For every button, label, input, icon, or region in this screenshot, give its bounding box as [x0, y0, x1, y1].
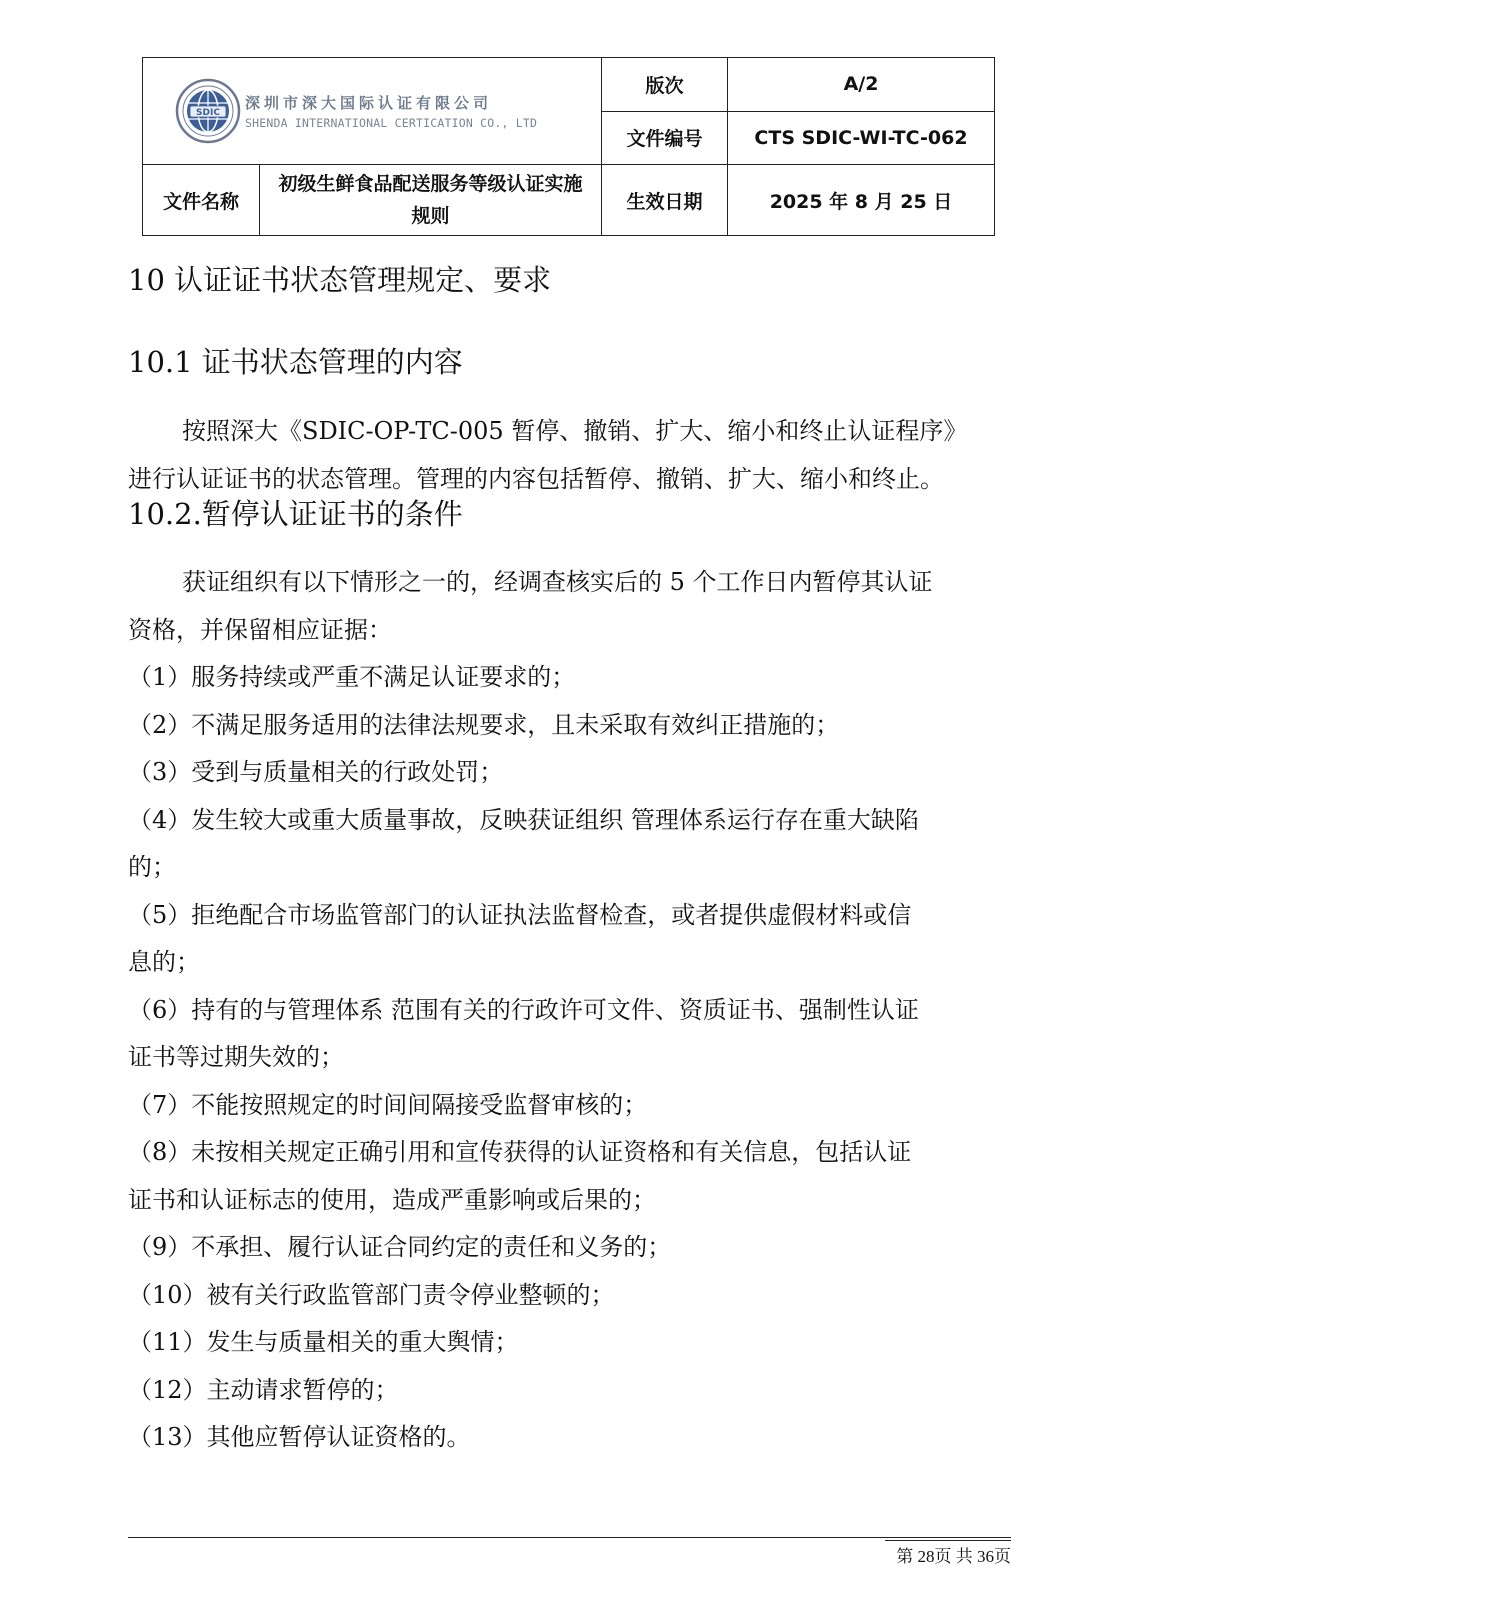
list-item-continued: 证书等过期失效的； [128, 1043, 344, 1071]
list-item: （3）受到与质量相关的行政处罚； [128, 758, 504, 786]
list-item: （12）主动请求暂停的； [128, 1375, 399, 1404]
list-item: （8）未按相关规定正确引用和宣传获得的认证资格和有关信息，包括认证 [128, 1138, 912, 1166]
company-name-cn: 深圳市深大国际认证有限公司 [245, 94, 493, 112]
file-name-label: 文件名称 [143, 165, 260, 236]
list-item: （2）不满足服务适用的法律法规要求，且未采取有效纠正措施的； [128, 710, 840, 739]
effective-date-value: 2025 年 8 月 25 日 [728, 165, 995, 236]
file-name-line-1: 初级生鲜食品配送服务等级认证实施 [278, 173, 583, 195]
body-line: 资格，并保留相应证据： [128, 615, 392, 644]
body-line: 按照深大《SDIC-OP-TC-005 暂停、撤销、扩大、缩小和终止认证程序》 [182, 417, 968, 445]
file-name-line-2: 规则 [411, 205, 450, 227]
logo-mark-text: SDIC [196, 108, 220, 118]
body-line: 进行认证证书的状态管理。管理的内容包括暂停、撤销、扩大、缩小和终止。 [128, 464, 944, 493]
list-item: （6）持有的与管理体系 范围有关的行政许可文件、资质证书、强制性认证 [128, 995, 919, 1024]
footer-divider-short [885, 1540, 1011, 1541]
list-item: （13）其他应暂停认证资格的。 [128, 1423, 471, 1451]
company-logo-cell [143, 58, 602, 165]
list-item-continued: 证书和认证标志的使用，造成严重影响或后果的； [128, 1185, 656, 1214]
subsection-title-10-1: 10.1 证书状态管理的内容 [128, 345, 463, 379]
body-line: 获证组织有以下情形之一的，经调查核实后的 5 个工作日内暂停其认证 [182, 568, 933, 596]
company-logo-icon [175, 78, 241, 144]
list-item-continued: 的； [128, 853, 176, 881]
subsection-10-2-body [128, 559, 1008, 1462]
list-item: （9）不承担、履行认证合同约定的责任和义务的； [128, 1233, 672, 1261]
list-item: （1）服务持续或严重不满足认证要求的； [128, 663, 576, 691]
list-item: （7）不能按照规定的时间间隔接受监督审核的； [128, 1090, 648, 1119]
company-name-en: SHENDA INTERNATIONAL CERTICATION CO., LTD [245, 116, 538, 130]
list-item: （5）拒绝配合市场监管部门的认证执法监督检查，或者提供虚假材料或信 [128, 900, 912, 929]
version-label: 版次 [602, 58, 728, 112]
doc-number-value: CTS SDIC-WI-TC-062 [728, 111, 995, 165]
effective-date-label: 生效日期 [602, 165, 728, 236]
footer-divider [128, 1537, 1011, 1538]
document-header-table [142, 57, 995, 236]
file-name-value [260, 165, 602, 236]
version-value: A/2 [728, 58, 995, 112]
section-title: 10 认证证书状态管理规定、要求 [128, 263, 552, 297]
subsection-title-10-2: 10.2.暂停认证证书的条件 [128, 497, 463, 531]
page-number: 第 28页 共 36页 [896, 1547, 1011, 1566]
list-item: （10）被有关行政监管部门责令停业整顿的； [128, 1280, 615, 1309]
list-item: （4）发生较大或重大质量事故，反映获证组织 管理体系运行存在重大缺陷 [128, 805, 919, 834]
doc-number-label: 文件编号 [602, 111, 728, 165]
list-item-continued: 息的； [128, 948, 200, 976]
subsection-10-1-body [128, 408, 1008, 503]
list-item: （11）发生与质量相关的重大舆情； [128, 1328, 519, 1356]
